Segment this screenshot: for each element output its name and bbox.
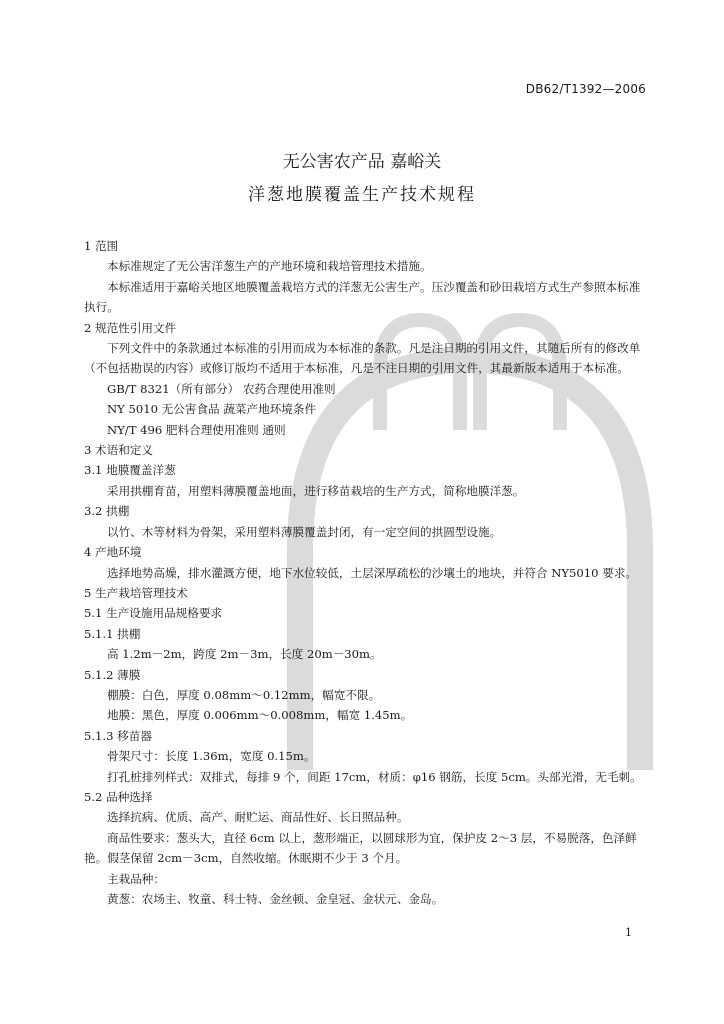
- paragraph: 棚膜：白色，厚度 0.08mm～0.12mm，幅宽不限。: [107, 687, 381, 702]
- paragraph: 黄葱：农场主、牧童、科士特、金丝顿、金皇冠、金状元、金岛。: [107, 892, 444, 906]
- paragraph: 主栽品种：: [107, 871, 165, 886]
- subsection-heading: 5.1.2 薄膜: [84, 667, 141, 682]
- reference-item: NY/T 496 肥料合理使用准则 通则: [107, 422, 286, 437]
- paragraph: 本标准规定了无公害洋葱生产的产地环境和栽培管理技术措施。: [107, 259, 432, 274]
- subsection-heading: 3.2 拱棚: [84, 504, 130, 519]
- subsection-heading: 5.1.1 拱棚: [84, 626, 141, 641]
- document-body: [84, 236, 644, 909]
- page-number: 1: [625, 926, 632, 939]
- paragraph: 地膜：黑色，厚度 0.006mm～0.008mm，幅宽 1.45m。: [107, 708, 413, 723]
- paragraph: 打孔桩排列样式：双排式，每排 9 个，间距 17cm，材质：φ16 钢筋，长度 5cm。头部光滑，无毛刺。: [107, 769, 642, 784]
- section-heading: 3 术语和定义: [84, 443, 154, 458]
- reference-item: GB/T 8321（所有部分） 农药合理使用准则: [107, 381, 336, 396]
- paragraph: 选择抗病、优质、高产、耐贮运、商品性好、长日照品种。: [107, 810, 409, 825]
- paragraph: 骨架尺寸：长度 1.36m，宽度 0.15m。: [107, 749, 316, 764]
- paragraph: 选择地势高燥，排水灌溉方便，地下水位较低，土层深厚疏松的沙壤土的地块，并符合 NY5010 要求。: [107, 565, 638, 580]
- section-heading: 2 规范性引用文件: [84, 320, 177, 335]
- paragraph: 商品性要求：葱头大，直径 6cm 以上，葱形端正，以圆球形为宜，保护皮 2～3 层，不易脱落，色泽鲜艳。假茎保留 2cm－3cm，自然收缩。休眠期不少于 3 个月。: [84, 830, 637, 866]
- document-title-line2: 洋葱地膜覆盖生产技术规程: [248, 185, 476, 205]
- standard-id: DB62/T1392—2006: [525, 82, 646, 96]
- section-heading: 1 范围: [84, 239, 119, 253]
- subsection-heading: 5.2 品种选择: [84, 789, 153, 804]
- subsection-heading: 5.1.3 移苗器: [84, 728, 152, 743]
- paragraph: 下列文件中的条款通过本标准的引用而成为本标准的条款。凡是注日期的引用文件，其随后所有的修改单（不包括勘误的内容）或修订版均不适用于本标准，凡是不注日期的引用文件，其最新版本适用于本标准。: [84, 341, 641, 376]
- subsection-heading: 5.1 生产设施用品规格要求: [84, 606, 223, 621]
- paragraph: 以竹、木等材料为骨架，采用塑料薄膜覆盖封闭，有一定空间的拱圆型设施。: [107, 524, 502, 539]
- paragraph: 采用拱棚育苗，用塑料薄膜覆盖地面，进行移苗栽培的生产方式，简称地膜洋葱。: [107, 483, 525, 498]
- document-title-line1: 无公害农产品 嘉峪关: [282, 152, 442, 172]
- section-heading: 4 产地环境: [84, 545, 142, 560]
- paragraph: 本标准适用于嘉峪关地区地膜覆盖栽培方式的洋葱无公害生产。压沙覆盖和砂田栽培方式生产参照本标准执行。: [84, 279, 641, 315]
- reference-item: NY 5010 无公害食品 蔬菜产地环境条件: [107, 402, 317, 417]
- paragraph: 高 1.2m－2m，跨度 2m－3m，长度 20m－30m。: [107, 647, 382, 662]
- section-heading: 5 生产栽培管理技术: [84, 585, 188, 600]
- subsection-heading: 3.1 地膜覆盖洋葱: [84, 463, 176, 478]
